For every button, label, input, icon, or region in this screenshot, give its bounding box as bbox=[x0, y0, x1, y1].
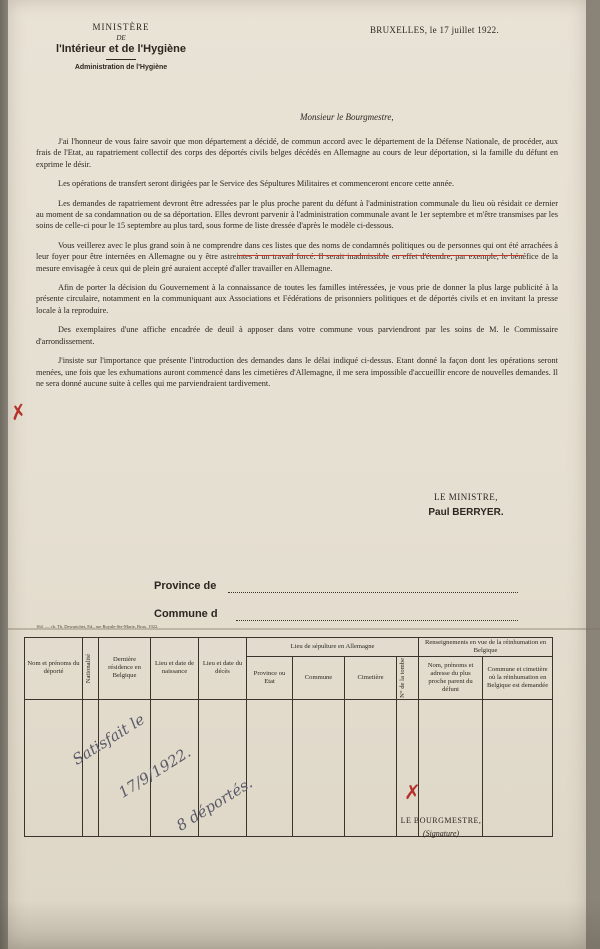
printer-imprint: 164. — ch. Th. Dewarichet, Ed., rue Royale-Ste-Marie, Brux. 1922. bbox=[36, 624, 159, 629]
col-deces: Lieu et date du décès bbox=[199, 638, 247, 700]
mayor-signature-block bbox=[386, 816, 496, 838]
red-x-mark-table: ✗ bbox=[404, 780, 421, 804]
cell-commune bbox=[293, 699, 345, 836]
paragraph-4: Vous veillerez avec le plus grand soin à ne comprendre dans ces listes que des noms de condamnés politiques ou de personnes qui ont été arrachées à leur foyer pour être internées en Allemagne ou y être astreintes à un travail forcé. Il serait inadmissible en effet d'étendre, par exemple, le bénéfice de la mesure envisagée à ceux qui de plein gré auraient accepté d'aller travailler en Allemagne. bbox=[36, 240, 558, 273]
col-sepulture-group: Lieu de sépulture en Allemagne bbox=[247, 638, 419, 657]
col-nationalite bbox=[83, 638, 99, 700]
table-header-row-1 bbox=[25, 638, 553, 657]
mayor-title: LE BOURGMESTRE, bbox=[400, 816, 482, 825]
ministry-line1: MINISTÈRE bbox=[92, 22, 150, 32]
cell-province-etat bbox=[247, 699, 293, 836]
paragraph-5: Afin de porter la décision du Gouvernement à la connaissance de toutes les familles intéressées, je vous prie de donner la plus large publicité à la présente circulaire, notamment en la communiquant aux Associations et Fédérations de prisonniers politiques et de déportés civils et en invitant la presse locale à la reproduire. bbox=[36, 283, 558, 315]
ministry-name: l'Intérieur et de l'Hygiène bbox=[56, 43, 186, 55]
minister-title: LE MINISTRE, bbox=[434, 492, 498, 502]
handwritten-note-3: 8 déportés. bbox=[173, 773, 256, 835]
col-tombe-label: N° de la tombe bbox=[399, 658, 406, 698]
province-label: Province de bbox=[154, 580, 217, 592]
place-date: BRUXELLES, le 17 juillet 1922. bbox=[370, 25, 499, 35]
ministry-line2: DE bbox=[116, 34, 126, 42]
document-sheet bbox=[8, 0, 586, 949]
col-nationalite-label: Nationalité bbox=[85, 653, 92, 684]
letter-body bbox=[36, 136, 558, 397]
mayor-signature-label: (Signature) bbox=[422, 829, 460, 838]
red-underline-1 bbox=[238, 255, 388, 256]
col-tombe bbox=[397, 657, 419, 700]
col-province-etat: Province ou Etat bbox=[247, 657, 293, 700]
red-x-mark-margin: ✗ bbox=[7, 398, 30, 426]
commune-line bbox=[236, 620, 518, 621]
paper-fold bbox=[8, 628, 600, 630]
handwritten-note-1: Satisfait le bbox=[69, 710, 148, 769]
col-nom: Nom et prénoms du déporté bbox=[25, 638, 83, 700]
province-line bbox=[228, 592, 518, 593]
scan-shadow bbox=[0, 900, 600, 949]
col-commune-cimetiere: Commune et cimetière où la réinhumation en Belgique est demandée bbox=[483, 657, 553, 700]
col-parent: Nom, prénoms et adresse du plus proche parent du défunt bbox=[419, 657, 483, 700]
salutation: Monsieur le Bourgmestre, bbox=[300, 112, 394, 122]
red-underline-2 bbox=[393, 255, 523, 256]
paragraph-2: Les opérations de transfert seront dirigées par le Service des Sépultures Militaires et commenceront encore cette année. bbox=[58, 179, 455, 189]
col-naissance: Lieu et date de naissance bbox=[151, 638, 199, 700]
letterhead-rule bbox=[106, 59, 136, 60]
col-commune: Commune bbox=[293, 657, 345, 700]
ministry-letterhead bbox=[46, 22, 196, 71]
cell-nationalite bbox=[83, 699, 99, 836]
paragraph-1: J'ai l'honneur de vous faire savoir que mon département a décidé, de commun accord avec le département de la Défense Nationale, de procéder, aux frais de l'Etat, au rapatriement collectif des corps des déportés civils belges décédés en Allemagne au cours de leur déportation, si la famille du défunt en exprime le désir. bbox=[36, 137, 558, 169]
minister-signature-block bbox=[406, 492, 526, 518]
paragraph-6: Des exemplaires d'une affiche encadrée de deuil à apposer dans votre commune vous parviendront par les soins de M. le Commissaire d'arrondissement. bbox=[36, 325, 558, 346]
col-cimetiere: Cimetière bbox=[345, 657, 397, 700]
col-renseignements-group: Renseignements en vue de la réinhumation en Belgique bbox=[419, 638, 553, 657]
minister-name: Paul BERRYER. bbox=[428, 507, 504, 518]
paragraph-7: J'insiste sur l'importance que présente l'introduction des demandes dans le délai indiqué ci-dessus. Etant donné la façon dont les opérations seront menées, une fois que les exhumations auront commencé dans les cimetières d'Allemagne, il me sera impossible d'accueillir encore de nouvelles demandes. Il ne sera donné aucune suite à celles qui me parviendraient tardivement. bbox=[36, 356, 558, 388]
administration-name: Administration de l'Hygiène bbox=[74, 64, 168, 71]
handwritten-note-2: 17/9/1922. bbox=[115, 743, 195, 802]
commune-label: Commune d bbox=[154, 608, 218, 620]
paragraph-3: Les demandes de rapatriement devront être adressées par le plus proche parent du défunt à l'administration communale du lieu où résidait ce dernier au moment de sa condamnation ou de sa déportation. Elles devront parvenir à l'administration communale avant le 1er septembre et m'être transmises par les soins de celle-ci pour le 15 septembre au plus tard, sous forme de liste dressée d'après le modèle ci-dessous. bbox=[36, 198, 558, 231]
col-derniere: Dernière résidence en Belgique bbox=[99, 638, 151, 700]
cell-nom bbox=[25, 699, 83, 836]
